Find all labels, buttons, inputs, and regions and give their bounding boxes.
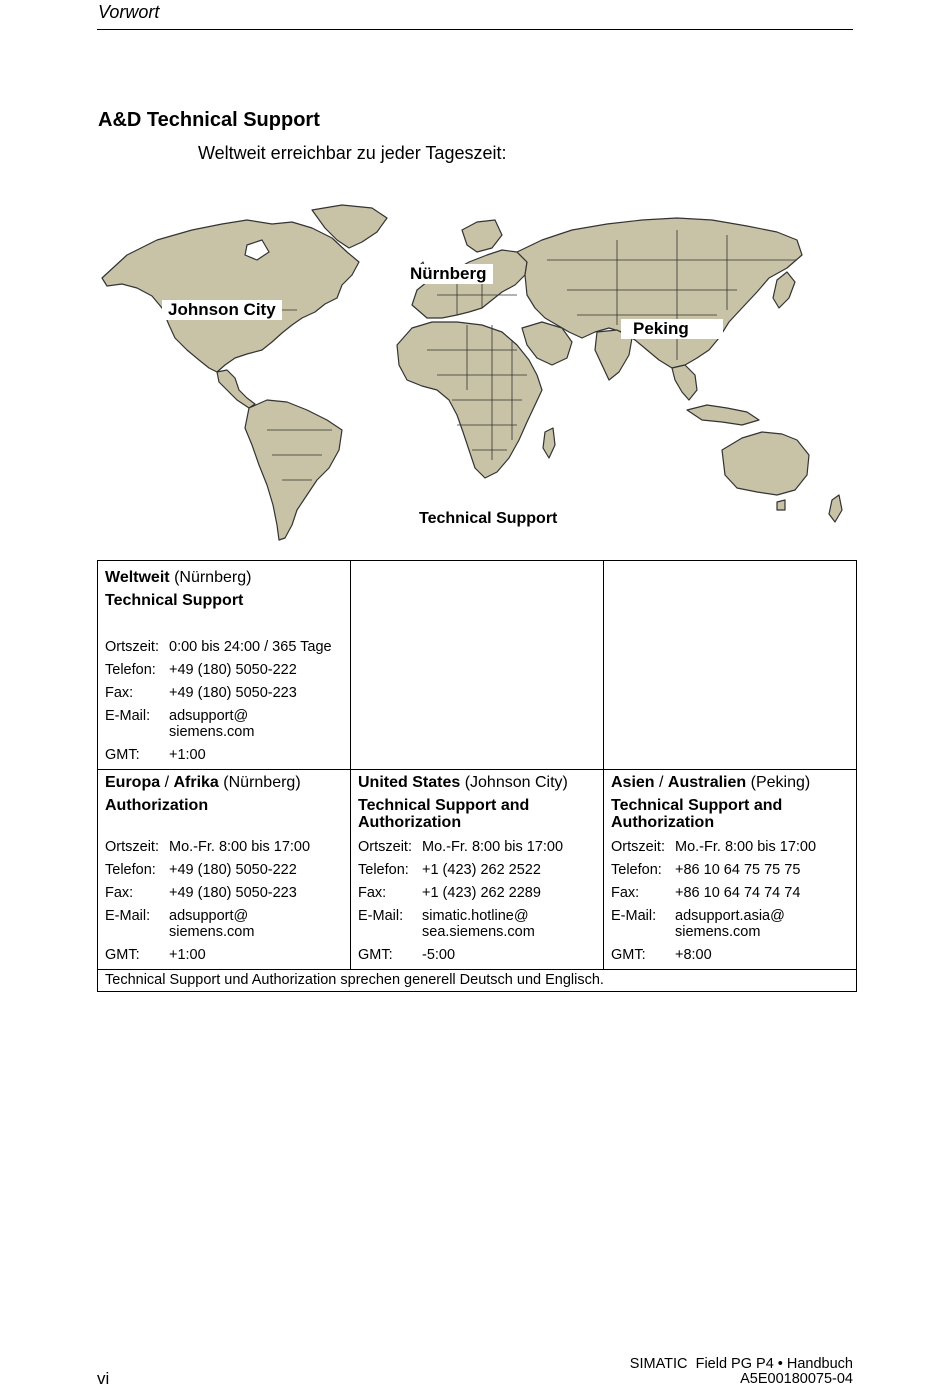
footer-doc-number: A5E00180075-04 [740, 1371, 853, 1387]
map-label-peking: Peking [621, 319, 723, 339]
detail-row [105, 885, 344, 901]
contact-details [611, 839, 850, 963]
detail-value: +8:00 [675, 947, 712, 963]
detail-row [105, 747, 344, 763]
detail-key: E-Mail: [358, 908, 404, 924]
detail-key: Ortszeit: [105, 639, 159, 655]
region-name: Weltweit [105, 569, 170, 586]
detail-row [358, 885, 597, 901]
page-number: vi [97, 1369, 110, 1388]
island-madagascar [543, 428, 555, 458]
empty-cell [351, 561, 604, 770]
detail-value: Mo.-Fr. 8:00 bis 17:00 [675, 839, 817, 855]
contact-details [105, 839, 344, 963]
world-map-graphic [97, 200, 853, 545]
detail-row [105, 685, 344, 701]
detail-key: Fax: [105, 685, 134, 701]
contact-details [358, 839, 597, 963]
detail-row [358, 839, 597, 855]
detail-key: Ortszeit: [611, 839, 665, 855]
detail-value: +1 (423) 262 2522 [422, 862, 541, 878]
section-title: A&D Technical Support [98, 109, 320, 131]
detail-row [105, 947, 344, 963]
detail-value: Mo.-Fr. 8:00 bis 17:00 [422, 839, 564, 855]
detail-row [611, 885, 850, 901]
detail-key: Telefon: [611, 862, 662, 878]
region-separator: / [160, 774, 174, 791]
detail-key: Fax: [105, 885, 134, 901]
city-name: (Nürnberg) [223, 774, 301, 791]
detail-value[interactable]: simatic.hotline@ sea.siemens.com [422, 908, 535, 940]
detail-row [358, 908, 597, 940]
region-name: Afrika [173, 774, 219, 791]
detail-row [105, 908, 344, 940]
worldwide-heading [105, 567, 344, 589]
detail-row [358, 947, 597, 963]
detail-value: +1 (423) 262 2289 [422, 885, 541, 901]
map-caption: Technical Support [419, 510, 558, 527]
region-cell-europe [98, 770, 351, 970]
detail-row [105, 639, 344, 655]
detail-value[interactable]: adsupport@ siemens.com [169, 908, 255, 940]
detail-value: +86 10 64 75 75 75 [675, 862, 801, 878]
detail-value: +1:00 [169, 947, 206, 963]
header-rule [97, 29, 853, 30]
contact-details [105, 639, 344, 763]
region-heading [611, 772, 850, 794]
detail-key: Fax: [358, 885, 387, 901]
region-separator: / [654, 774, 668, 791]
detail-key: Telefon: [105, 862, 156, 878]
service-name: Technical Support and Authorization [611, 797, 783, 831]
region-scandinavia [462, 220, 502, 252]
detail-key: Ortszeit: [358, 839, 412, 855]
region-cell-asia [604, 770, 857, 970]
detail-key: E-Mail: [105, 908, 151, 924]
footer-product: SIMATIC Field PG P4 • Handbuch [629, 1356, 853, 1372]
detail-key: E-Mail: [611, 908, 657, 924]
detail-key: Telefon: [358, 862, 409, 878]
detail-row [358, 862, 597, 878]
map-label-nuernberg: Nürnberg [404, 264, 493, 284]
region-name: Australien [667, 774, 747, 791]
region-southeast-asia [672, 365, 697, 400]
detail-value: Mo.-Fr. 8:00 bis 17:00 [169, 839, 311, 855]
detail-row [105, 662, 344, 678]
detail-value: +49 (180) 5050-223 [169, 685, 297, 701]
region-name: Asien [611, 774, 655, 791]
language-note: Technical Support und Authorization sprechen generell Deutsch und Englisch. [98, 970, 857, 992]
detail-value[interactable]: adsupport.asia@ siemens.com [675, 908, 785, 940]
detail-key: GMT: [105, 747, 140, 763]
detail-key: E-Mail: [105, 708, 151, 724]
detail-value: +1:00 [169, 747, 206, 763]
detail-row [105, 708, 344, 740]
region-name: Europa [105, 774, 161, 791]
city-name: (Peking) [750, 774, 811, 791]
continent-europe [412, 250, 527, 318]
detail-value: +86 10 64 74 74 74 [675, 885, 801, 901]
detail-value: +49 (180) 5050-222 [169, 862, 297, 878]
worldwide-cell [98, 561, 351, 770]
detail-key: Fax: [611, 885, 640, 901]
continent-south-america [245, 400, 342, 540]
city-name: (Johnson City) [464, 774, 568, 791]
detail-value: -5:00 [422, 947, 456, 963]
support-contacts-table [97, 560, 857, 992]
intro-text: Weltweit erreichbar zu jeder Tageszeit: [198, 143, 507, 163]
detail-key: GMT: [611, 947, 646, 963]
detail-row [611, 908, 850, 940]
note-row [98, 970, 857, 992]
detail-row [105, 862, 344, 878]
region-cell-united-states [351, 770, 604, 970]
detail-row [611, 839, 850, 855]
island-tasmania [777, 500, 785, 510]
region-heading [105, 772, 344, 794]
region-central-america [217, 370, 255, 408]
detail-key: GMT: [358, 947, 393, 963]
service-name: Authorization [105, 797, 209, 814]
region-heading [358, 772, 597, 794]
detail-row [611, 947, 850, 963]
regions-row [98, 770, 857, 970]
map-label-johnson-city: Johnson City [162, 300, 282, 320]
detail-value[interactable]: adsupport@ siemens.com [169, 708, 255, 740]
worldwide-row [98, 561, 857, 770]
detail-value: 0:00 bis 24:00 / 365 Tage [169, 639, 332, 655]
islands-indonesia [687, 405, 759, 425]
region-name: United States [358, 774, 461, 791]
detail-key: Telefon: [105, 662, 156, 678]
empty-cell [604, 561, 857, 770]
detail-row [105, 839, 344, 855]
running-header: Vorwort [98, 2, 160, 22]
world-map [97, 200, 853, 545]
service-name: Technical Support and Authorization [358, 797, 530, 831]
continent-australia [722, 432, 809, 495]
continent-north-america [102, 220, 359, 372]
detail-key: GMT: [105, 947, 140, 963]
service-name: Technical Support [105, 592, 244, 609]
detail-value: +49 (180) 5050-223 [169, 885, 297, 901]
island-new-zealand [829, 495, 842, 522]
detail-key: Ortszeit: [105, 839, 159, 855]
island-japan [773, 272, 795, 308]
detail-row [611, 862, 850, 878]
detail-value: +49 (180) 5050-222 [169, 662, 297, 678]
city-name: (Nürnberg) [174, 569, 252, 586]
